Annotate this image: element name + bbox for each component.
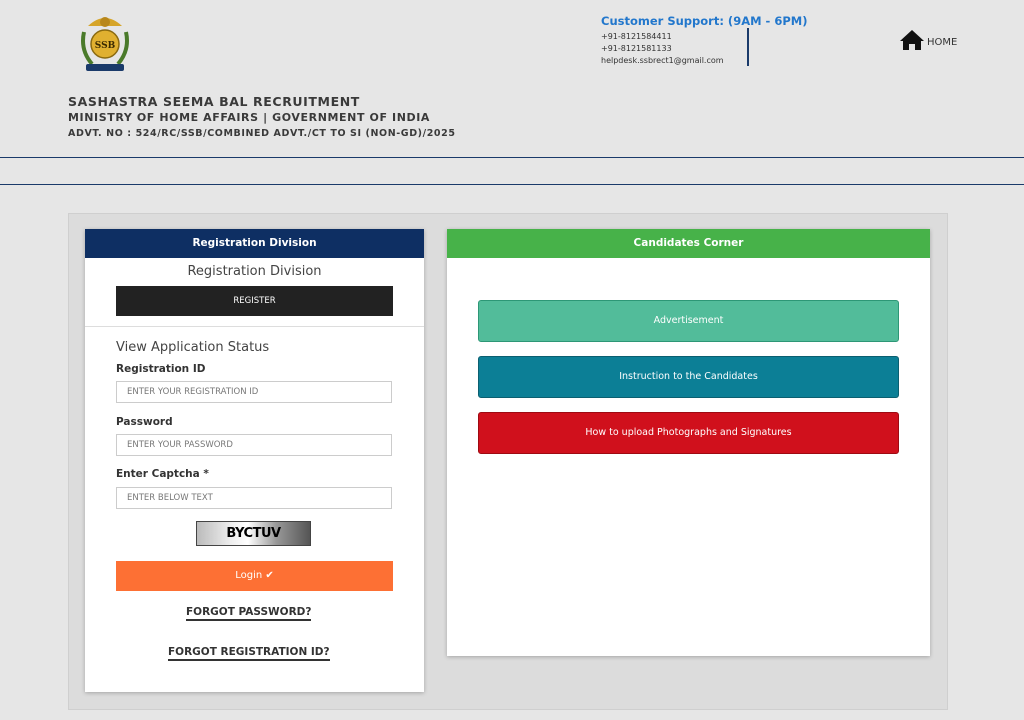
advertisement-button[interactable]: Advertisement [478, 300, 899, 342]
advt-number: ADVT. NO : 524/RC/SSB/COMBINED ADVT./CT TO SI (NON-GD)/2025 [68, 128, 456, 139]
registration-header: Registration Division [85, 229, 424, 258]
support-phone-2[interactable]: +91-8121581133 [601, 44, 672, 53]
support-divider [747, 28, 749, 66]
support-title: Customer Support: (9AM - 6PM) [601, 14, 808, 28]
home-icon [899, 29, 925, 51]
candidates-card [447, 229, 930, 656]
support-phone-1[interactable]: +91-8121584411 [601, 32, 672, 41]
divider [85, 326, 424, 327]
login-button[interactable]: Login ✔ [116, 561, 393, 591]
registration-id-input[interactable]: ENTER YOUR REGISTRATION ID [116, 381, 392, 403]
password-input[interactable]: ENTER YOUR PASSWORD [116, 434, 392, 456]
captcha-input[interactable]: ENTER BELOW TEXT [116, 487, 392, 509]
register-button[interactable]: REGISTER [116, 286, 393, 316]
registration-card [85, 229, 424, 692]
instructions-button[interactable]: Instruction to the Candidates [478, 356, 899, 398]
upload-photo-signature-button[interactable]: How to upload Photographs and Signatures [478, 412, 899, 454]
header-titles [68, 94, 456, 142]
home-link[interactable] [899, 29, 957, 51]
header-rule-top [0, 157, 1024, 158]
registration-id-label: Registration ID [116, 363, 206, 375]
home-label: HOME [927, 36, 958, 48]
password-label: Password [116, 416, 173, 428]
captcha-image: BYCTUV [196, 521, 311, 546]
forgot-password-link[interactable]: FORGOT PASSWORD? [186, 605, 311, 621]
candidates-header: Candidates Corner [447, 229, 930, 258]
site-header [0, 0, 1024, 158]
logo-text: SSB [94, 41, 116, 51]
org-name: SASHASTRA SEEMA BAL RECRUITMENT [68, 94, 360, 109]
support-email[interactable]: helpdesk.ssbrect1@gmail.com [601, 56, 724, 65]
forgot-registration-id-link[interactable]: FORGOT REGISTRATION ID? [168, 645, 330, 661]
header-rule-bottom [0, 184, 1024, 185]
ssb-emblem-logo [78, 12, 132, 74]
view-status-title: View Application Status [116, 340, 270, 355]
captcha-label: Enter Captcha * [116, 468, 209, 480]
registration-title: Registration Division [187, 264, 322, 279]
ministry-name: MINISTRY OF HOME AFFAIRS | GOVERNMENT OF INDIA [68, 111, 431, 124]
customer-support [601, 14, 807, 67]
